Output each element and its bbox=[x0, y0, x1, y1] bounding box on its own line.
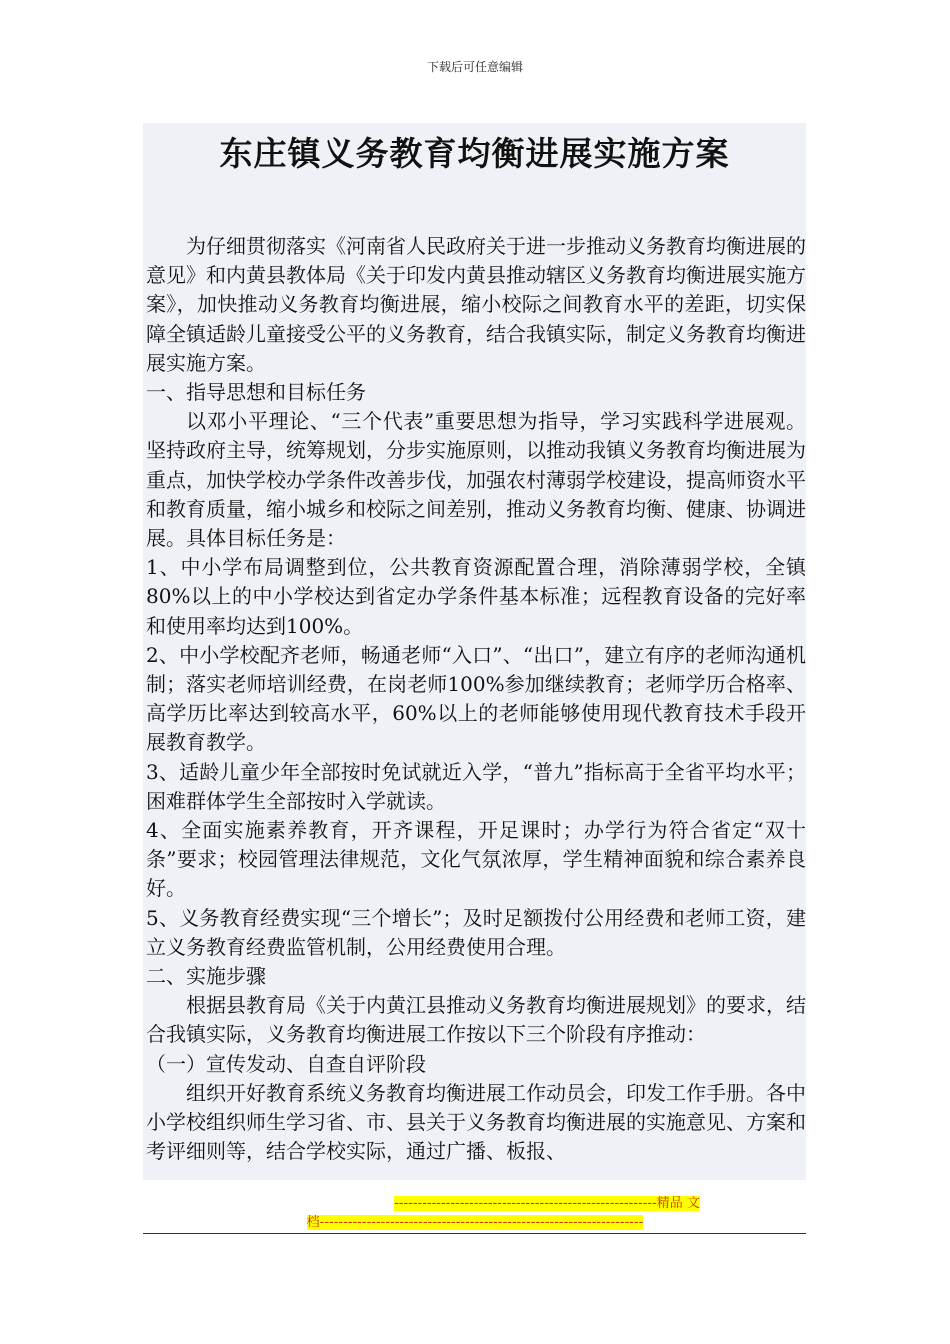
footer-divider bbox=[143, 1233, 806, 1234]
subsection-heading-1: （一）宣传发动、自查自评阶段 bbox=[146, 1051, 426, 1076]
document-title: 东庄镇义务教育均衡进展实施方案 bbox=[219, 134, 730, 173]
paragraph-stage-1: 组织开好教育系统义务教育均衡进展工作动员会，印发工作手册。各中小学校组织师生学习省、市、县关于义务教育均衡进展的实施意见、方案和考评细则等，结合学校实际，通过广播、板报、 bbox=[146, 1080, 806, 1164]
paragraph-intro: 为仔细贯彻落实《河南省人民政府关于进一步推动义务教育均衡进展的意见》和内黄县教体局《关于印发内黄县推动辖区义务教育均衡进展实施方案》，加快推动义务教育均衡进展，缩小校际之间教育水平的差距，切实保障全镇适龄儿童接受公平的义务教育，结合我镇实际，制定义务教育均衡进展实施方案。 bbox=[146, 234, 806, 375]
footer-line2-text: 档--------------------------------------------------------------------- bbox=[306, 1215, 644, 1230]
list-item-4: 4、全面实施素养教育，开齐课程，开足课时；办学行为符合省定“双十条”要求；校园管理法律规范，文化气氛浓厚，学生精神面貌和综合素养良好。 bbox=[146, 818, 806, 901]
list-item-5: 5、义务教育经费实现“三个增长”；及时足额拨付公用经费和老师工资，建立义务教育经费监管机制，公用经费使用合理。 bbox=[146, 905, 806, 959]
paragraph-guiding: 以邓小平理论、“三个代表”重要思想为指导，学习实践科学进展观。坚持政府主导，统筹规划，分步实施原则，以推动我镇义务教育均衡进展为重点，加快学校办学条件改善步伐，加强农村薄弱学校建设，提高师资水平和教育质量，缩小城乡和校际之间差别，推动义务教育均衡、健康、协调进展。具体目标任务是： bbox=[146, 409, 806, 551]
header-note: 下载后可任意编辑 bbox=[426, 60, 523, 74]
footer-watermark-line2 bbox=[0, 1214, 950, 1231]
paragraph-steps: 根据县教育局《关于内黄江县推动义务教育均衡进展规划》的要求，结合我镇实际，义务教育均衡进展工作按以下三个阶段有序推动： bbox=[146, 993, 806, 1047]
document-body bbox=[146, 232, 806, 1167]
list-item-1: 1、中小学布局调整到位，公共教育资源配置合理，消除薄弱学校，全镇80%以上的中小学校达到省定办学条件基本标准；远程教育设备的完好率和使用率均达到100%。 bbox=[146, 555, 806, 638]
footer-line1-text: --------------------------------------------------------精品 文 bbox=[394, 1196, 700, 1211]
list-item-2: 2、中小学校配齐老师，畅通老师“入口”、“出口”，建立有序的老师沟通机制；落实老师培训经费，在岗老师100%参加继续教育；老师学历合格率、高学历比率达到较高水平，60%以上的老师能够使用现代教育技术手段开展教育教学。 bbox=[146, 642, 806, 755]
section-heading-2: 二、实施步骤 bbox=[146, 964, 266, 989]
section-heading-1: 一、指导思想和目标任务 bbox=[146, 380, 366, 405]
document-page bbox=[143, 123, 806, 1180]
footer-watermark-line1 bbox=[72, 1195, 950, 1212]
list-item-3: 3、适龄儿童少年全部按时免试就近入学，“普九”指标高于全省平均水平；困难群体学生全部按时入学就读。 bbox=[146, 759, 806, 813]
